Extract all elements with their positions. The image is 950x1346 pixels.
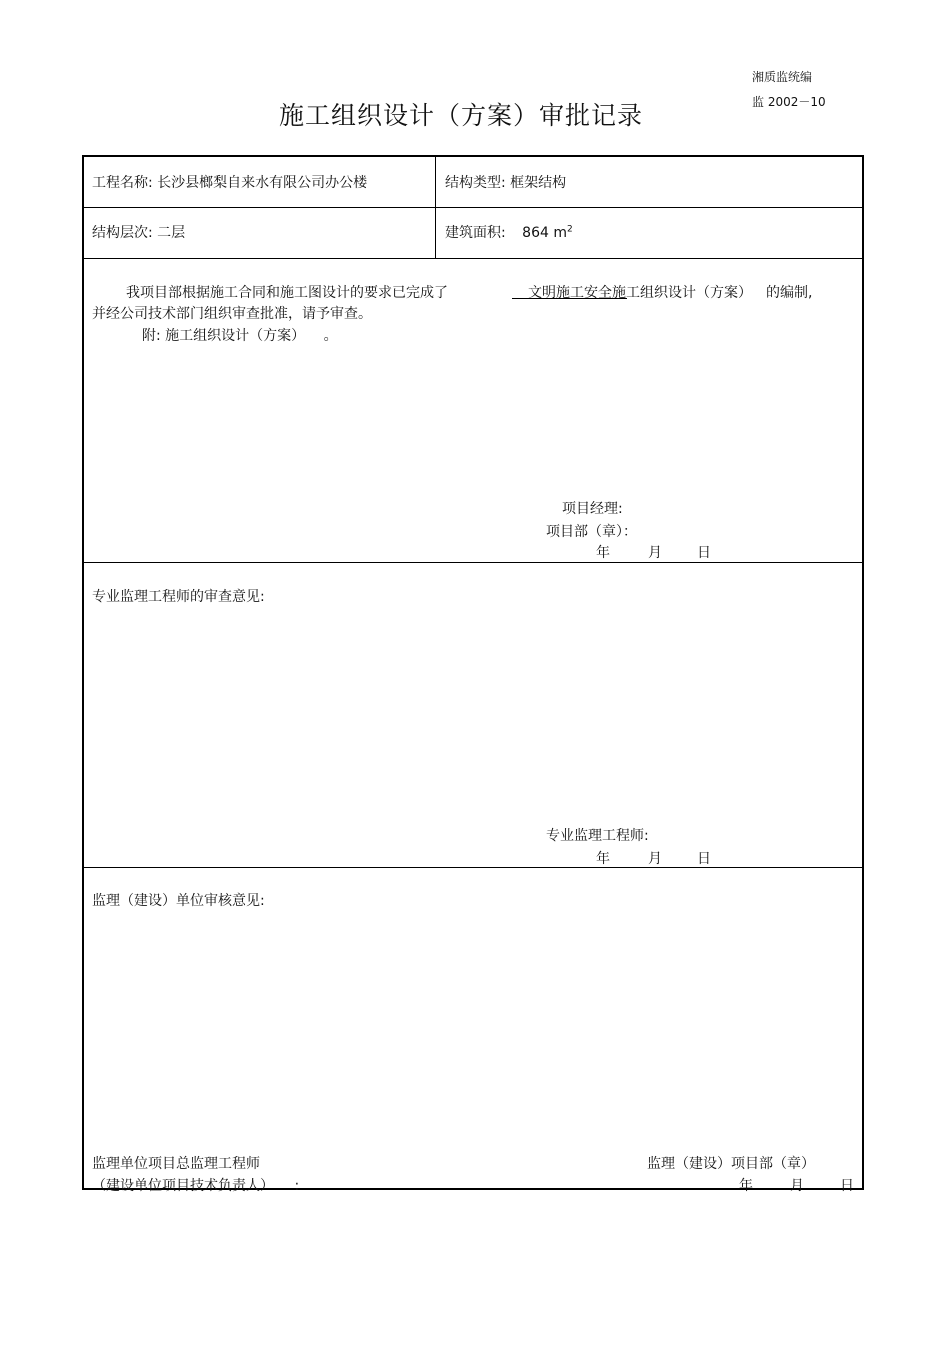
attachment-label: 附: [142,328,161,344]
form-code-line2: 监 2002－10 [752,95,826,109]
unit-review-heading: 监理（建设）单位审核意见: [92,893,265,909]
engineer-date-year: 年 [596,851,610,867]
attachment-line [142,325,338,345]
structure-type-cell [445,172,566,192]
document-title: 施工组织设计（方案）审批记录 [278,101,643,130]
unit-date-year: 年 [739,1178,753,1194]
attachment-value: 施工组织设计（方案） [165,328,306,344]
row-divider-3 [84,562,862,563]
approval-form-table [82,155,864,1194]
area-cell [445,222,573,242]
submission-line2: 并经公司技术部门组织审查批准，请予审查。 [92,306,372,322]
chief-alt-line [92,1175,299,1195]
column-divider [435,157,436,258]
row-divider-1 [84,207,862,208]
structure-type-value: 框架结构 [510,175,567,191]
submission-date-year: 年 [596,545,610,561]
submission-line1-suffix: 的编制, [766,285,813,301]
chief-alt-label: （建设单位项目技术负责人） [92,1178,274,1194]
floors-cell [92,222,185,242]
row-divider-2 [84,258,862,259]
project-manager-label: 项目经理: [562,501,623,517]
project-dept-seal-label: 项目部（章）： [546,524,637,540]
area-unit-superscript: 2 [566,224,573,235]
unit-date-day: 日 [840,1178,854,1194]
submission-line1-prefix: 我项目部根据施工合同和施工图设计的要求已完成了 [126,285,448,301]
project-name-value: 长沙县榔梨自来水有限公司办公楼 [157,175,368,191]
engineer-signer-label: 专业监理工程师: [546,828,649,844]
structure-type-label: 结构类型: [445,175,506,191]
row-divider-4 [84,867,862,868]
unit-date-month: 月 [790,1178,804,1194]
area-label: 建筑面积: [445,225,506,241]
submission-plan-name: 文明施工安全施工组织设计（方案） [528,285,752,301]
chief-supervisor-label: 监理单位项目总监理工程师 [92,1156,260,1172]
project-name-cell [92,172,367,192]
project-name-label: 工程名称: [92,175,153,191]
engineer-review-heading: 专业监理工程师的审查意见: [92,589,265,605]
engineer-date-month: 月 [648,851,662,867]
floors-value: 二层 [157,225,186,241]
engineer-date-day: 日 [697,851,711,867]
area-value: 864 m [522,225,567,241]
floors-label: 结构层次: [92,225,153,241]
plan-name-underline [512,298,627,299]
submission-date-month: 月 [648,545,662,561]
attachment-end: 。 [323,328,338,344]
submission-date-day: 日 [697,545,711,561]
form-code-line1: 湘质监统编 [752,70,813,84]
chief-colon: : [294,1178,300,1194]
unit-seal-label: 监理（建设）项目部（章） [647,1156,815,1172]
